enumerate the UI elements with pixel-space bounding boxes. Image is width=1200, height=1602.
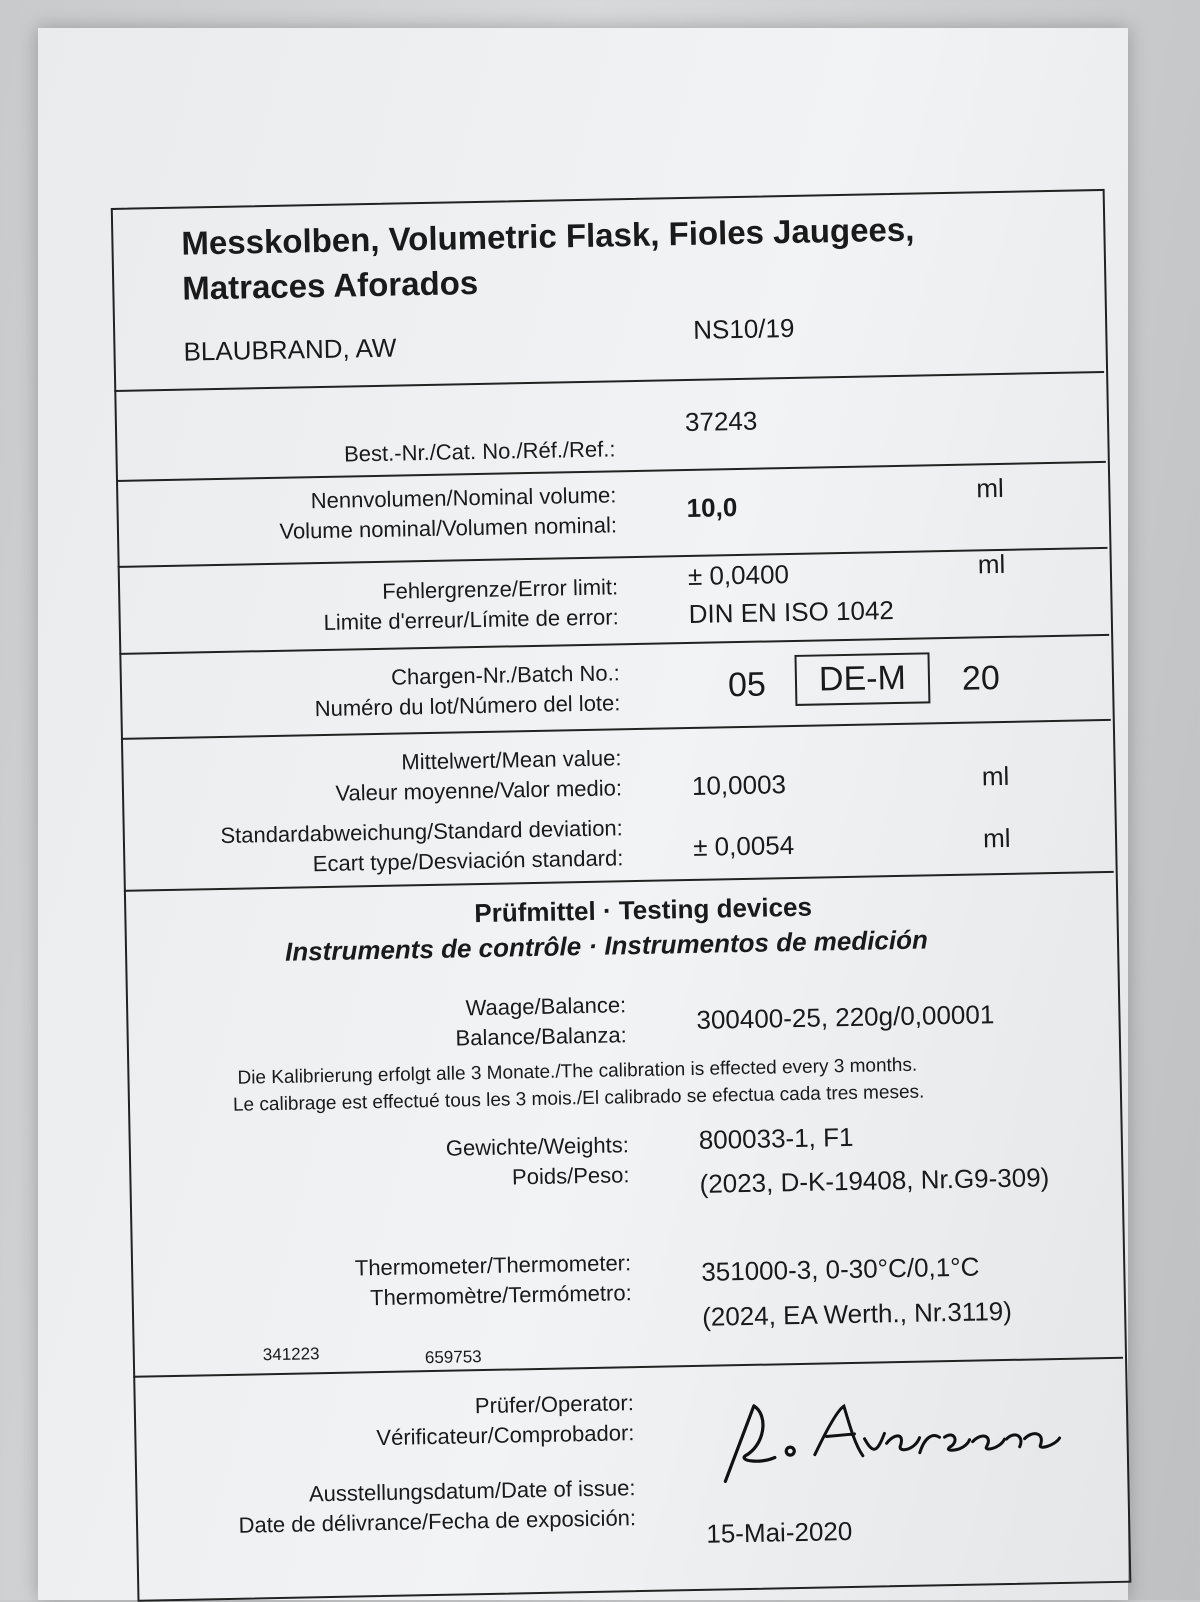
error-value: ± 0,0400 bbox=[687, 559, 790, 591]
product-code: NS10/19 bbox=[692, 312, 795, 345]
testing-heading-1: Prüfmittel · Testing devices bbox=[474, 891, 813, 929]
weights-label-1: Gewichte/Weights: bbox=[445, 1132, 630, 1161]
weights-value-1: 800033-1, F1 bbox=[698, 1121, 854, 1155]
mean-label-2: Valeur moyenne/Valor medio: bbox=[335, 775, 623, 806]
mean-unit: ml bbox=[981, 760, 1010, 792]
batch-part-2: DE-M bbox=[794, 652, 930, 706]
mean-label-1: Mittelwert/Mean value: bbox=[401, 745, 622, 775]
batch-part-3: 20 bbox=[961, 659, 1001, 698]
batch-part-1: 05 bbox=[727, 665, 767, 705]
balance-label-2: Balance/Balanza: bbox=[455, 1022, 627, 1051]
operator-label-2: Vérificateur/Comprobador: bbox=[376, 1420, 635, 1451]
thermometer-value-2: (2024, EA Werth., Nr.3119) bbox=[701, 1295, 1013, 1332]
calibration-note-2: Le calibrage est effectué tous les 3 mois./El calibrado se efectua cada tres meses. bbox=[232, 1081, 925, 1116]
date-label-2: Date de délivrance/Fecha de exposición: bbox=[238, 1505, 637, 1538]
error-unit: ml bbox=[977, 548, 1006, 580]
calibration-note-1: Die Kalibrierung erfolgt alle 3 Monate./The calibration is effected every 3 months. bbox=[237, 1054, 918, 1089]
brand: BLAUBRAND, AW bbox=[183, 332, 397, 367]
title-line-2: Matraces Aforados bbox=[181, 263, 479, 307]
issue-date: 15-Mai-2020 bbox=[706, 1516, 853, 1549]
code-b: 659753 bbox=[424, 1347, 482, 1368]
certificate bbox=[110, 149, 1137, 1588]
catalog-label: Best.-Nr./Cat. No./Réf./Ref.: bbox=[343, 436, 616, 467]
thermometer-label-2: Thermomètre/Termómetro: bbox=[369, 1280, 632, 1311]
error-standard: DIN EN ISO 1042 bbox=[688, 595, 895, 629]
balance-label-1: Waage/Balance: bbox=[465, 992, 627, 1021]
operator-label-1: Prüfer/Operator: bbox=[474, 1390, 635, 1419]
weights-value-2: (2023, D-K-19408, Nr.G9-309) bbox=[699, 1162, 1050, 1199]
signature bbox=[714, 1380, 1086, 1497]
nominal-label-1: Nennvolumen/Nominal volume: bbox=[310, 482, 617, 514]
nominal-unit: ml bbox=[976, 472, 1005, 504]
testing-heading-2: Instruments de contrôle · Instrumentos de medición bbox=[284, 924, 929, 967]
stddev-label-1: Standardabweichung/Standard deviation: bbox=[220, 815, 624, 849]
error-label-2: Limite d'erreur/Límite de error: bbox=[323, 604, 619, 635]
stddev-value: ± 0,0054 bbox=[692, 829, 795, 862]
batch-label-2: Numéro du lot/Número del lote: bbox=[314, 690, 621, 722]
batch-label-1: Chargen-Nr./Batch No.: bbox=[390, 660, 621, 690]
mean-value: 10,0003 bbox=[691, 769, 787, 801]
nominal-label-2: Volume nominal/Volumen nominal: bbox=[279, 512, 618, 544]
balance-value: 300400-25, 220g/0,00001 bbox=[696, 999, 995, 1035]
thermometer-label-1: Thermometer/Thermometer: bbox=[354, 1250, 632, 1281]
nominal-value: 10,0 bbox=[686, 492, 738, 523]
error-label-1: Fehlergrenze/Error limit: bbox=[381, 574, 619, 604]
weights-label-2: Poids/Peso: bbox=[511, 1162, 630, 1190]
stddev-unit: ml bbox=[982, 822, 1011, 854]
paper-sheet bbox=[38, 28, 1128, 1600]
stddev-label-2: Ecart type/Desviación standard: bbox=[312, 845, 624, 877]
catalog-number: 37243 bbox=[684, 405, 758, 438]
title-line-1: Messkolben, Volumetric Flask, Fioles Jaugees, bbox=[181, 210, 915, 262]
date-label-1: Ausstellungsdatum/Date of issue: bbox=[308, 1475, 636, 1507]
thermometer-value-1: 351000-3, 0-30°C/0,1°C bbox=[701, 1251, 980, 1287]
code-a: 341223 bbox=[262, 1344, 320, 1365]
